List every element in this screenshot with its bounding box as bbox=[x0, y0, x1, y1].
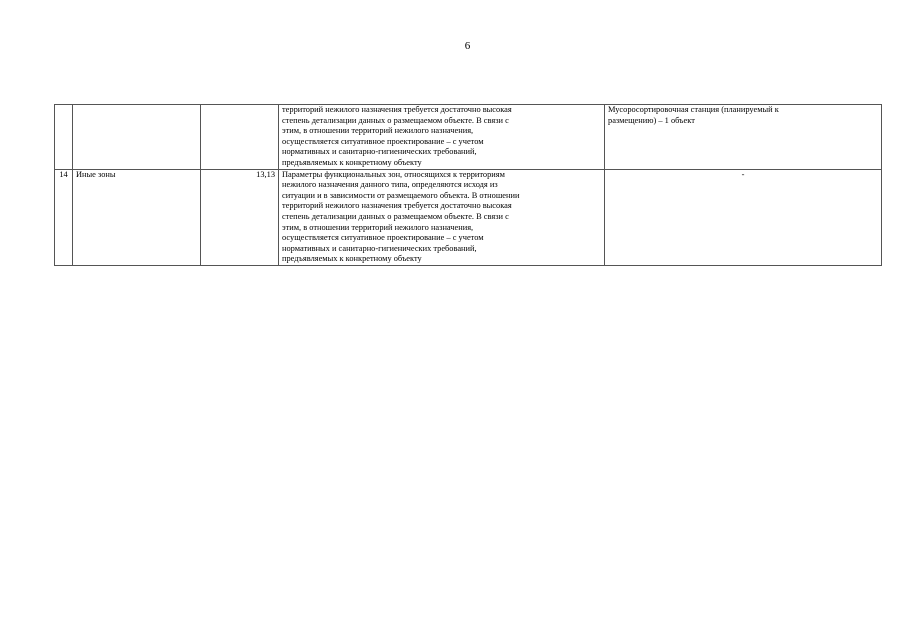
parameters-line: нормативных и санитарно-гигиенических требований, bbox=[282, 243, 477, 253]
objects-line: - bbox=[741, 169, 745, 179]
parameters-line: нормативных и санитарно-гигиенических требований, bbox=[282, 147, 477, 157]
zone-parameters bbox=[279, 169, 605, 265]
row-number bbox=[55, 105, 73, 170]
parameters-line: Параметры функциональных зон, относящихся к территориям bbox=[282, 169, 505, 179]
parameters-line: степень детализации данных о размещаемом объекте. В связи с bbox=[282, 115, 509, 125]
zone-area-value bbox=[201, 105, 279, 170]
parameters-line: осуществляется ситуативное проектирование – с учетом bbox=[282, 136, 484, 146]
parameters-line: этим, в отношении территорий нежилого назначения, bbox=[282, 126, 474, 136]
parameters-line: предъявляемых к конкретному объекту bbox=[282, 254, 422, 264]
zone-name bbox=[73, 105, 201, 170]
table-row bbox=[55, 169, 882, 265]
parameters-line: нежилого назначения данного типа, определяются исходя из bbox=[282, 180, 498, 190]
zone-objects bbox=[605, 169, 882, 265]
zones-table bbox=[54, 104, 882, 266]
parameters-line: осуществляется ситуативное проектирование – с учетом bbox=[282, 233, 484, 243]
parameters-line: предъявляемых к конкретному объекту bbox=[282, 157, 422, 167]
zone-parameters bbox=[279, 105, 605, 170]
objects-line: размещению) – 1 объект bbox=[608, 115, 695, 125]
row-number: 14 bbox=[55, 169, 73, 265]
parameters-line: ситуации и в зависимости от размещаемого объекта. В отношении bbox=[282, 190, 520, 200]
zone-area-value: 13,13 bbox=[201, 169, 279, 265]
parameters-line: этим, в отношении территорий нежилого назначения, bbox=[282, 222, 474, 232]
table-row bbox=[55, 105, 882, 170]
parameters-line: территорий нежилого назначения требуется достаточно высокая bbox=[282, 105, 512, 114]
zone-name: Иные зоны bbox=[73, 169, 201, 265]
parameters-line: степень детализации данных о размещаемом объекте. В связи с bbox=[282, 211, 509, 221]
parameters-line: территорий нежилого назначения требуется достаточно высокая bbox=[282, 201, 512, 211]
objects-line: Мусоросортировочная станция (планируемый к bbox=[608, 105, 779, 114]
page-number: 6 bbox=[464, 40, 471, 52]
zone-objects bbox=[605, 105, 882, 170]
